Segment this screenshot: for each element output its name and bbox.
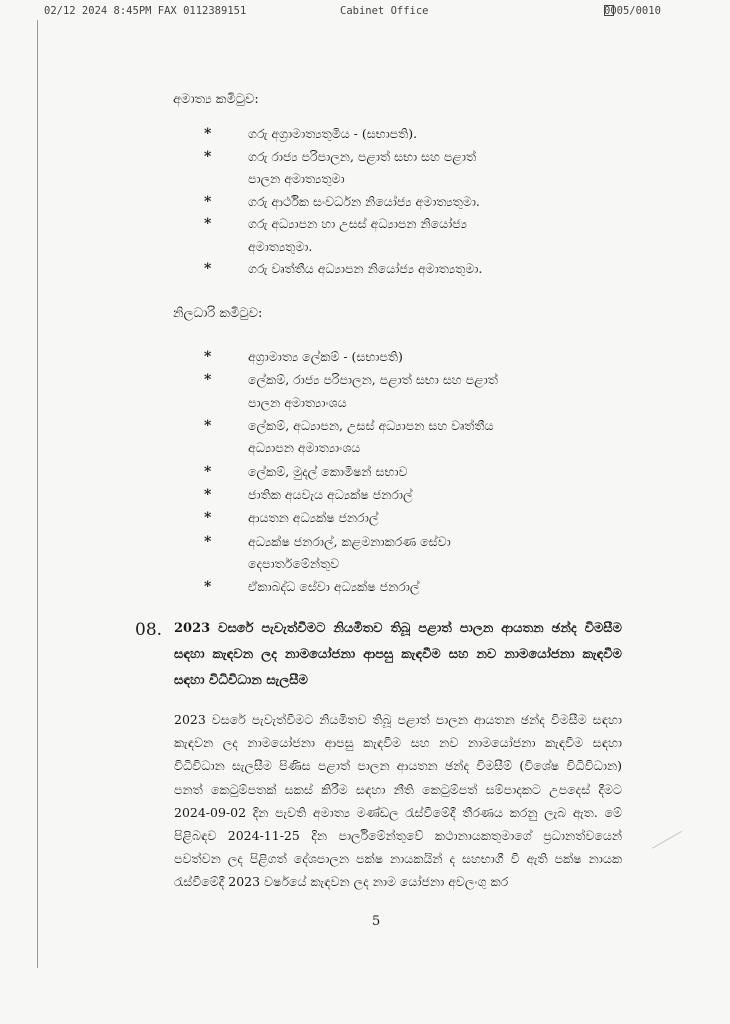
list-item-text: ගරු ආර්ථික සංවර්ධන නියෝජ්‍ය අමාත්‍යතුමා. [248,193,480,209]
list-item-text: පාලන අමාත්‍යතුමා [248,171,345,186]
list-bullet: * [204,148,212,165]
list-item-text: ගරු රාජ්‍ය පරිපාලන, පළාත් සභා සහ පළාත් [248,148,477,164]
scan-margin-line [37,20,38,968]
fax-datetime: 02/12 2024 8:45PM FAX 0112389151 [44,5,247,17]
list-bullet: * [204,193,212,210]
list-bullet: * [204,261,212,277]
list-item-text: අධ්‍යක්ෂ ජනරාල්, කළමනාකරණ සේවා [248,533,451,549]
fax-page-number: 0005/0010 [604,5,661,17]
fax-sender: Cabinet Office [340,5,429,17]
page-number: 5 [372,914,381,929]
section-paragraph: 2023 වසරේ පැවැත්වීමට නියමිතව තිබූ පළාත් පාලන ආයතන ඡන්ද විමසීම සඳහා කැඳවන ලද නාමයෝජනා ආපසු කැඳවීම සහ නව නාමයෝජනා කැඳවීම සඳහා විධිවිධාන සැලසීම පිණිස පළාත් පාලන ආයතන ඡන්ද විමසීම් (විශේෂ විධිවිධාන) පනත් කෙටුම්පතක් සකස් කිරීම සඳහා නීති කෙටුම්පත් සම්පාදකට උපදෙස් දීමට 2024-09-02 දින පැවති අමාත්‍ය මණ්ඩල රැස්වීමේදී තීරණය කරනු ලැබ ඇත. මේ පිළිබඳව 2024-11-25 දින පාර්ලිමේන්තුවේ කථානායකතුමාගේ ප්‍රධානත්වයෙන් පවත්වන ලද පිළිගත් දේශපාලන පක්ෂ නායකයින් ද සහභාගී වී ඇති පක්ෂ නායක රැස්වීමේදී 2023 වර්ෂයේ කැඳවන ලද නාම යෝජනා අවලංගු කර [174,712,622,890]
list-item-text: ගරු අධ්‍යාපන හා උසස් අධ්‍යාපන නියෝජ්‍ය [248,216,467,231]
list-item-text: අමාත්‍යතුමා. [248,238,313,254]
list-bullet: * [204,487,212,503]
list-bullet: * [204,349,212,365]
list-bullet: * [204,463,212,480]
list-bullet: * [204,510,212,527]
list-item-text: ගරු අග්‍රාමාත්‍යතුමිය - (සභාපති). [248,126,418,141]
scan-artifact [652,831,692,866]
list-item-text: පාලන අමාත්‍යාංශය [248,394,347,410]
list-item-text: දෙපාර්තමේන්තුව [248,556,340,571]
ministers-heading: අමාත්‍ය කමිටුව: [173,92,259,107]
list-item-text: ආයතන අධ්‍යක්ෂ ජනරාල් [248,510,379,526]
list-bullet: * [204,126,212,142]
list-bullet: * [204,579,212,596]
list-bullet: * [204,533,212,550]
list-item-text: ලේකම්, අධ්‍යාපන, උසස් අධ්‍යාපන සහ වෘත්තීය [248,418,494,433]
list-item-text: අධ්‍යාපන අමාත්‍යාංශය [248,440,361,456]
officials-heading: නිලධාරි කමිටුව: [173,306,263,321]
list-item-text: ලේකම්, රාජ්‍ය පරිපාලන, පළාත් සභා සහ පළාත් [248,372,498,388]
list-item-text: ලේකම්, මුදල් කොමිෂන් සභාව [248,463,408,479]
section-title: 2023 වසරේ පැවැත්වීමට නියමිතව තිබූ පළාත් පාලන ආයතන ඡන්ද විමසීම සඳහා කැඳවන ලද නාමයෝජනා ආපසු කැඳවීම සහ නව නාමයෝජනා කැඳවීම සඳහා විධිවිධාන සැලසීම [174,621,622,688]
list-bullet: * [204,372,212,389]
section-number: 08. [135,620,163,640]
list-item-text: ජාතික අයවැය අධ්‍යක්ෂ ජනරාල් [248,487,413,502]
list-bullet: * [204,418,212,434]
list-bullet: * [204,216,212,232]
list-item-text: ගරු වෘත්තීය අධ්‍යාපන නියෝජ්‍ය අමාත්‍යතුමා. [248,261,483,276]
list-item-text: ඒකාබද්ධ සේවා අධ්‍යක්ෂ ජනරාල් [248,579,420,595]
list-item-text: අග්‍රාමාත්‍ය ලේකම් - (සභාපති) [248,349,403,364]
fax-header [0,5,730,21]
